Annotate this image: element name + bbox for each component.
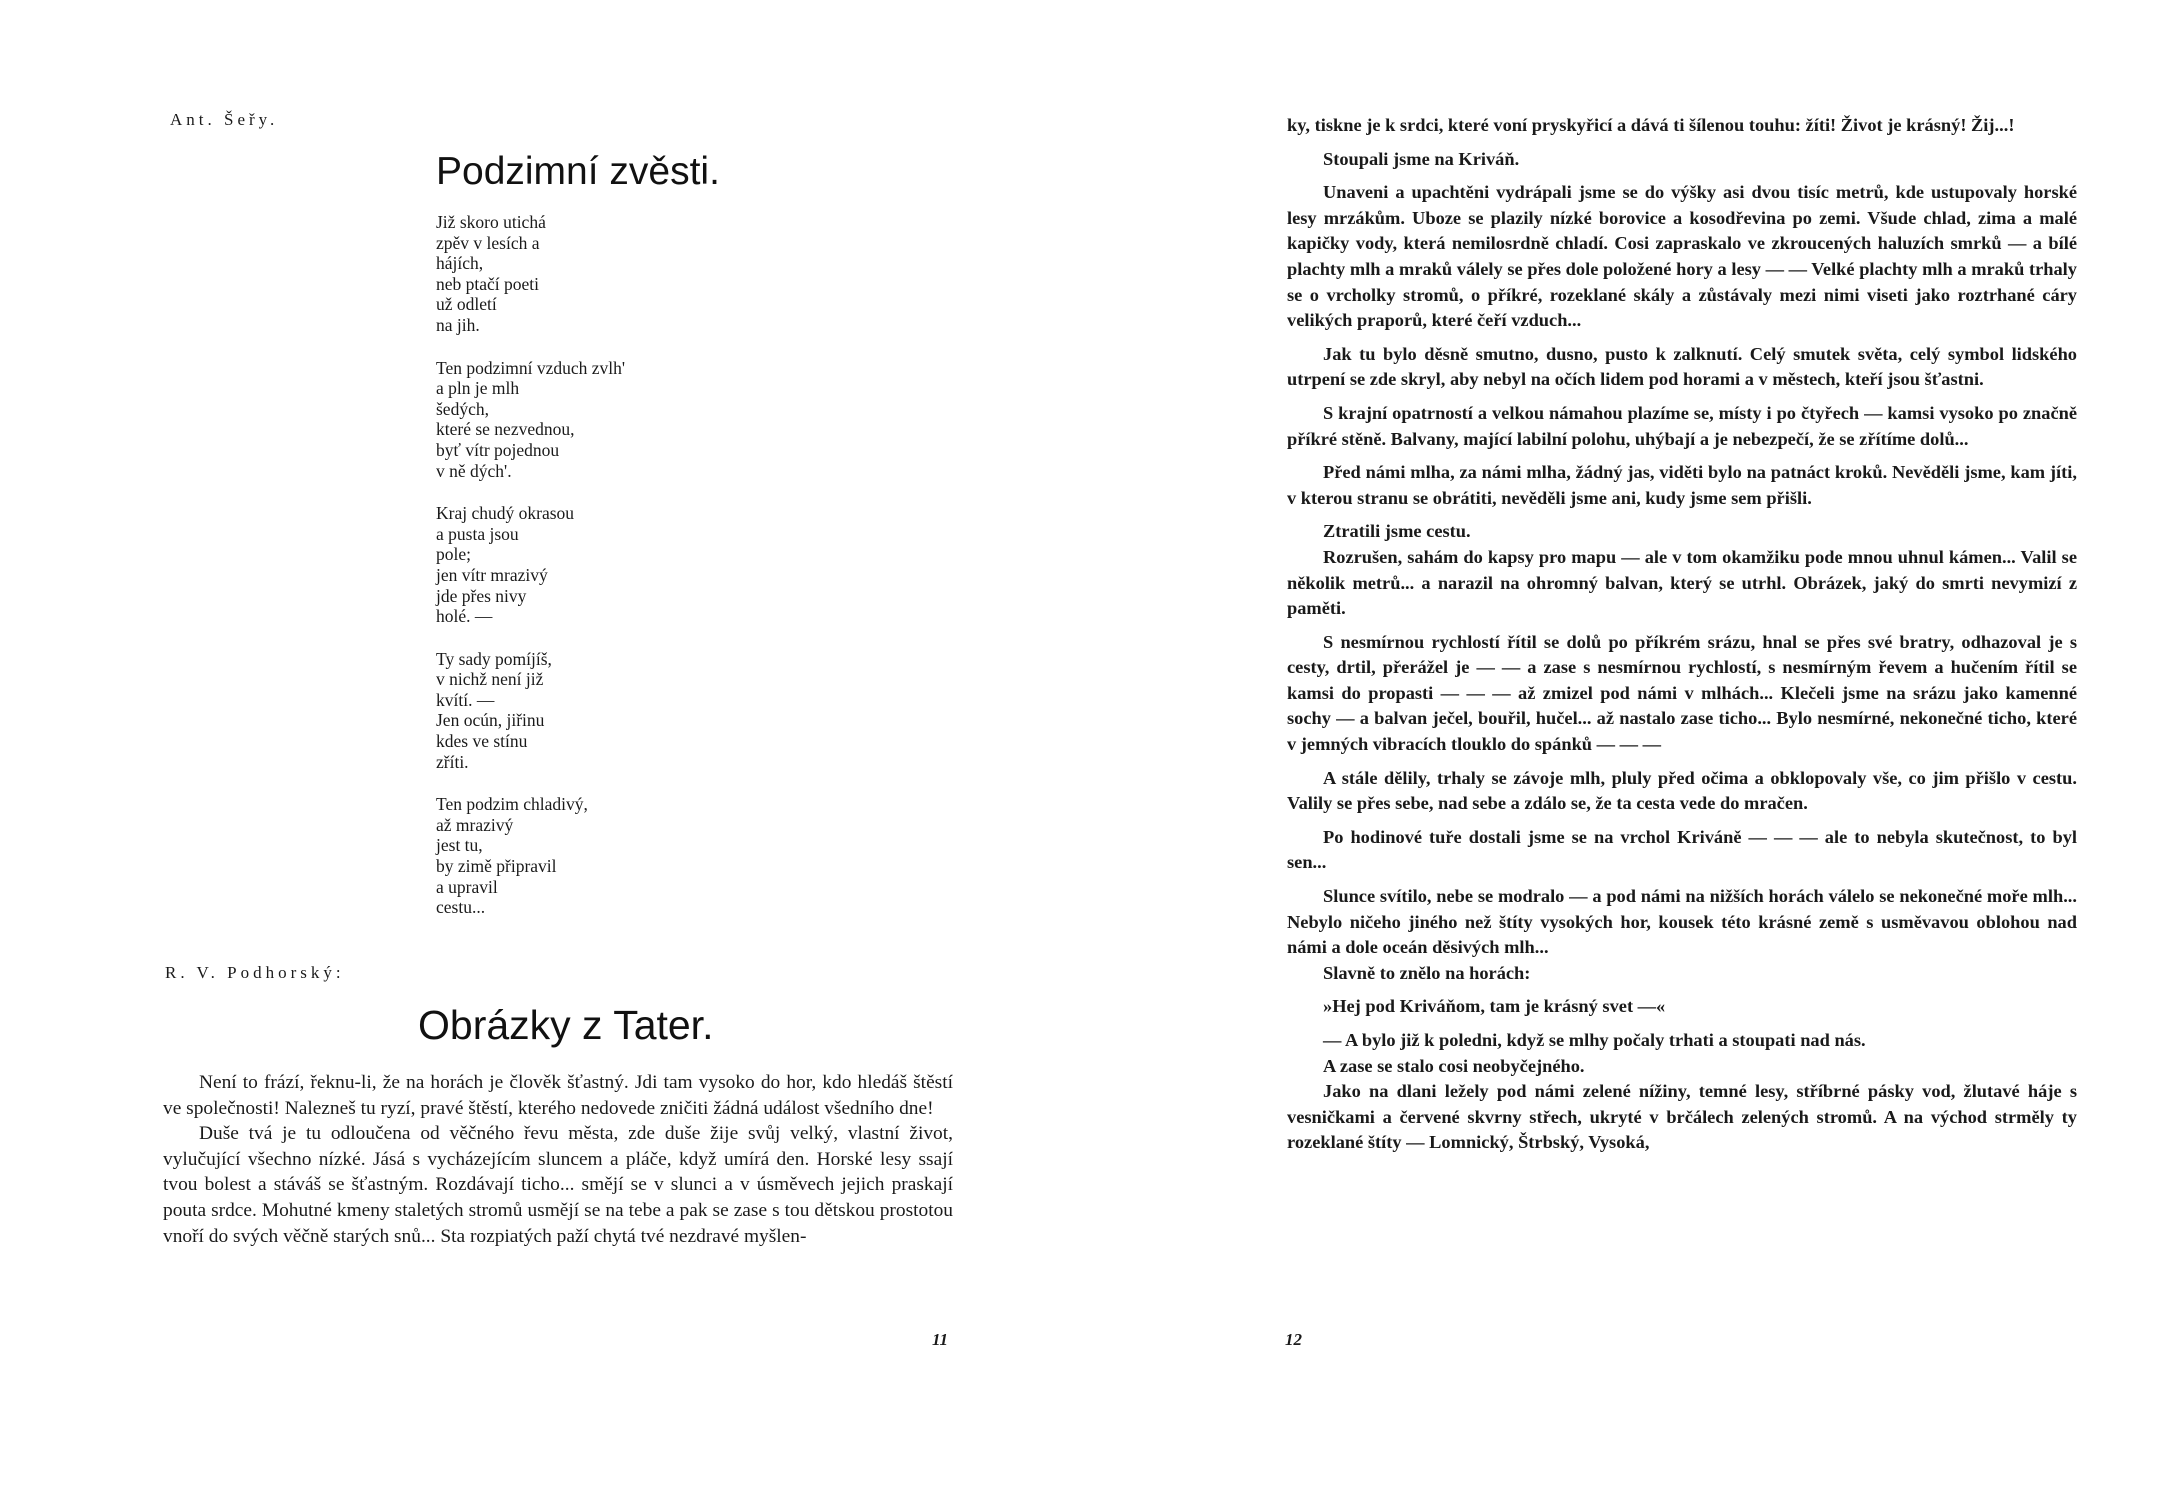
right-page bbox=[1085, 0, 2170, 1500]
paragraph: A stále dělily, trhaly se závoje mlh, pluly před očima a obklopovaly vše, co jim přišlo v cestu. Valily se přes sebe, nad sebe a zdálo se, že ta cesta vede do mračen. bbox=[1287, 767, 2077, 814]
paragraph: Duše tvá je tu odloučena od věčného řevu města, zde duše žije svůj velký, vlastní život, vylučující všechno nízké. Jásá s vycházejícím sluncem a pláče, když umírá den. Horské lesy ssají tvou bolest a stáváš se šťastným. Rozdávají ticho... smějí se v slunci a v úsměvech jejich praskají pouta srdce. Mohutné kmeny staletých stromů usmějí se na tebe a pak se zase s tou dětskou prostotou vnoří do svých věčně starých snů... Sta rozpiatých paží chytá tvé nezdravé myšlen- bbox=[163, 1123, 953, 1247]
poem-line: holé. — bbox=[436, 606, 493, 627]
poem-line: v ně dých'. bbox=[436, 460, 512, 481]
poem-line: a pusta jsou bbox=[436, 523, 519, 544]
poem-line: šedých, bbox=[436, 398, 489, 419]
poem-title: Podzimní zvěsti. bbox=[436, 150, 720, 193]
poem-line: byť vítr pojednou bbox=[436, 439, 560, 460]
article-body-right bbox=[1287, 113, 2077, 1156]
article-author: R. V. Podhorský: bbox=[165, 963, 345, 982]
poem-line: zříti. bbox=[436, 751, 469, 772]
paragraph: Jak tu bylo děsně smutno, dusno, pusto k zalknutí. Celý smutek světa, celý symbol lidského utrpení se zde skryl, aby nebyl na očích lidem pod horami a v městech, kteří jsou šťastni. bbox=[1287, 343, 2077, 390]
paragraph: Stoupali jsme na Kriváň. bbox=[1323, 148, 1520, 169]
poem-stanza bbox=[436, 794, 696, 918]
paragraph: Není to frází, řeknu-li, že na horách je člověk šťastný. Jdi tam vysoko do hor, kdo hledáš štěstí ve společnosti! Nalezneš tu ryzí, pravé štěstí, kterého nedovede zničiti žádná událost všedního dne! bbox=[163, 1072, 953, 1119]
poem-stanza bbox=[436, 358, 696, 482]
paragraph: S nesmírnou rychlostí řítil se dolů po příkrém srázu, hnal se přes své bratry, odhazoval je s cesty, drtil, přerážel je — — a zase s nesmírnou rychlostí, s nesmírným řevem a hučením řítil se kamsi do propasti — — — až zmizel pod námi v mlhách... Klečeli jsme na srázu jako kamenné sochy — a balvan ječel, bouřil, hučel... až nastalo zase ticho... Bylo nesmírné, nekonečné ticho, které v jemných vibracích tlouklo do spánků — — — bbox=[1287, 631, 2077, 755]
poem-line: v nichž není již bbox=[436, 669, 544, 690]
poem-line: jen vítr mrazivý bbox=[436, 564, 548, 585]
poem-line: kvítí. — bbox=[436, 689, 495, 710]
paragraph: Jako na dlani ležely pod námi zelené nížiny, temné lesy, stříbrné pásky vod, žlutavé háje s vesničkami a červené skvrny střech, ukryté v brčálech zelených stromů. A na východ strměly ty rozeklané štíty — Lomnický, Štrbský, Vysoká, bbox=[1287, 1081, 2077, 1153]
poem-line: cestu... bbox=[436, 897, 486, 918]
paragraph: A zase se stalo cosi neobyčejného. bbox=[1323, 1055, 1585, 1076]
poem-line: pole; bbox=[436, 544, 471, 565]
paragraph: Rozrušen, sahám do kapsy pro mapu — ale v tom okamžiku pode mnou uhnul kámen... Valil se několik metrů... a narazil na ohromný balvan, který se utrhl. Obrázek, jaký do smrti nevymizí z paměti. bbox=[1287, 546, 2077, 619]
poem-line: Ten podzim chladivý, bbox=[436, 794, 588, 815]
poem-line: Jen ocún, jiřinu bbox=[436, 710, 545, 731]
article-title: Obrázky z Tater. bbox=[418, 1002, 714, 1048]
poem-line: na jih. bbox=[436, 314, 480, 335]
poem-line: Ty sady pomíjíš, bbox=[436, 648, 552, 669]
poem-line: zpěv v lesích a bbox=[436, 232, 540, 253]
poem-line: jde přes nivy bbox=[436, 585, 527, 606]
paragraph: Slavně to znělo na horách: bbox=[1323, 962, 1531, 983]
poem-line: by zimě připravil bbox=[436, 856, 557, 877]
poem-line: Již skoro utichá bbox=[436, 212, 546, 232]
poem-line: které se nezvednou, bbox=[436, 419, 575, 440]
paragraph: Po hodinové tuře dostali jsme se na vrchol Kriváně — — — ale to nebyla skutečnost, to byl sen... bbox=[1287, 826, 2077, 873]
poem-line: neb ptačí poeti bbox=[436, 273, 540, 294]
poem bbox=[436, 212, 696, 940]
poem-line: Ten podzimní vzduch zvlh' bbox=[436, 357, 626, 378]
paragraph: Slunce svítilo, nebe se modralo — a pod námi na nižších horách válelo se nekonečné moře mlh... Nebylo ničeho jiného než štíty vysokých hor, kousek této krásné země s usměvavou oblohou nad námi a dole oceán děsivých mlh... bbox=[1287, 886, 2077, 958]
poem-line: a pln je mlh bbox=[436, 378, 520, 399]
poem-stanza bbox=[436, 212, 696, 336]
paragraph: Ztratili jsme cestu. bbox=[1323, 521, 1471, 542]
article-body-left bbox=[163, 1070, 953, 1249]
poem-line: jest tu, bbox=[436, 835, 483, 856]
page-number: 12 bbox=[1285, 1330, 1302, 1349]
poem-line: až mrazivý bbox=[436, 814, 514, 835]
poem-stanza bbox=[436, 649, 696, 773]
paragraph: Unaveni a upachtěni vydrápali jsme se do výšky asi dvou tisíc metrů, kde ustupovaly horské lesy mrzákům. Uboze se plazily nízké borovice a kosodřevina po zemi. Všude chlad, zima a malé kapičky vody, která nemilosrdně chladí. Cosi zapraskalo ve zkroucených haluzích smrků — a bílé plachty mlh a mraků válely se přes dole položené hory a lesy — — Velké plachty mlh a mraků trhaly se o vrcholky stromů, o příkré, rozeklané skály a zůstávaly mezi nimi viseti jako roztrhané cáry velikých praporů, které čeří vzduch... bbox=[1287, 182, 2077, 331]
paragraph: ky, tiskne je k srdci, které voní pryskyřicí a dává ti šílenou touhu: žíti! Život je krásný! Žij...! bbox=[1287, 115, 2015, 135]
page-number: 11 bbox=[932, 1330, 949, 1349]
poem-line: kdes ve stínu bbox=[436, 731, 528, 752]
poem-stanza bbox=[436, 503, 696, 627]
poem-line: Kraj chudý okrasou bbox=[436, 503, 575, 524]
poem-author: Ant. Šeřy. bbox=[170, 110, 279, 129]
paragraph: »Hej pod Kriváňom, tam je krásný svet —« bbox=[1323, 996, 1666, 1017]
poem-line: hájích, bbox=[436, 253, 484, 274]
poem-line: a upravil bbox=[436, 876, 498, 897]
poem-line: už odletí bbox=[436, 294, 497, 315]
paragraph: S krajní opatrností a velkou námahou plazíme se, místy i po čtyřech — kamsi vysoko po značně příkré stěně. Balvany, mající labilní polohu, uhýbají a je nebezpečí, že se zřítíme dolů... bbox=[1287, 402, 2077, 449]
paragraph: Před námi mlha, za námi mlha, žádný jas, viděti bylo na patnáct kroků. Nevěděli jsme, kam jíti, v kterou stranu se obrátiti, nevěděli jsme ani, kudy jsme sem přišli. bbox=[1287, 462, 2077, 508]
paragraph: — A bylo již k poledni, když se mlhy počaly trhati a stoupati nad nás. bbox=[1323, 1030, 1866, 1050]
